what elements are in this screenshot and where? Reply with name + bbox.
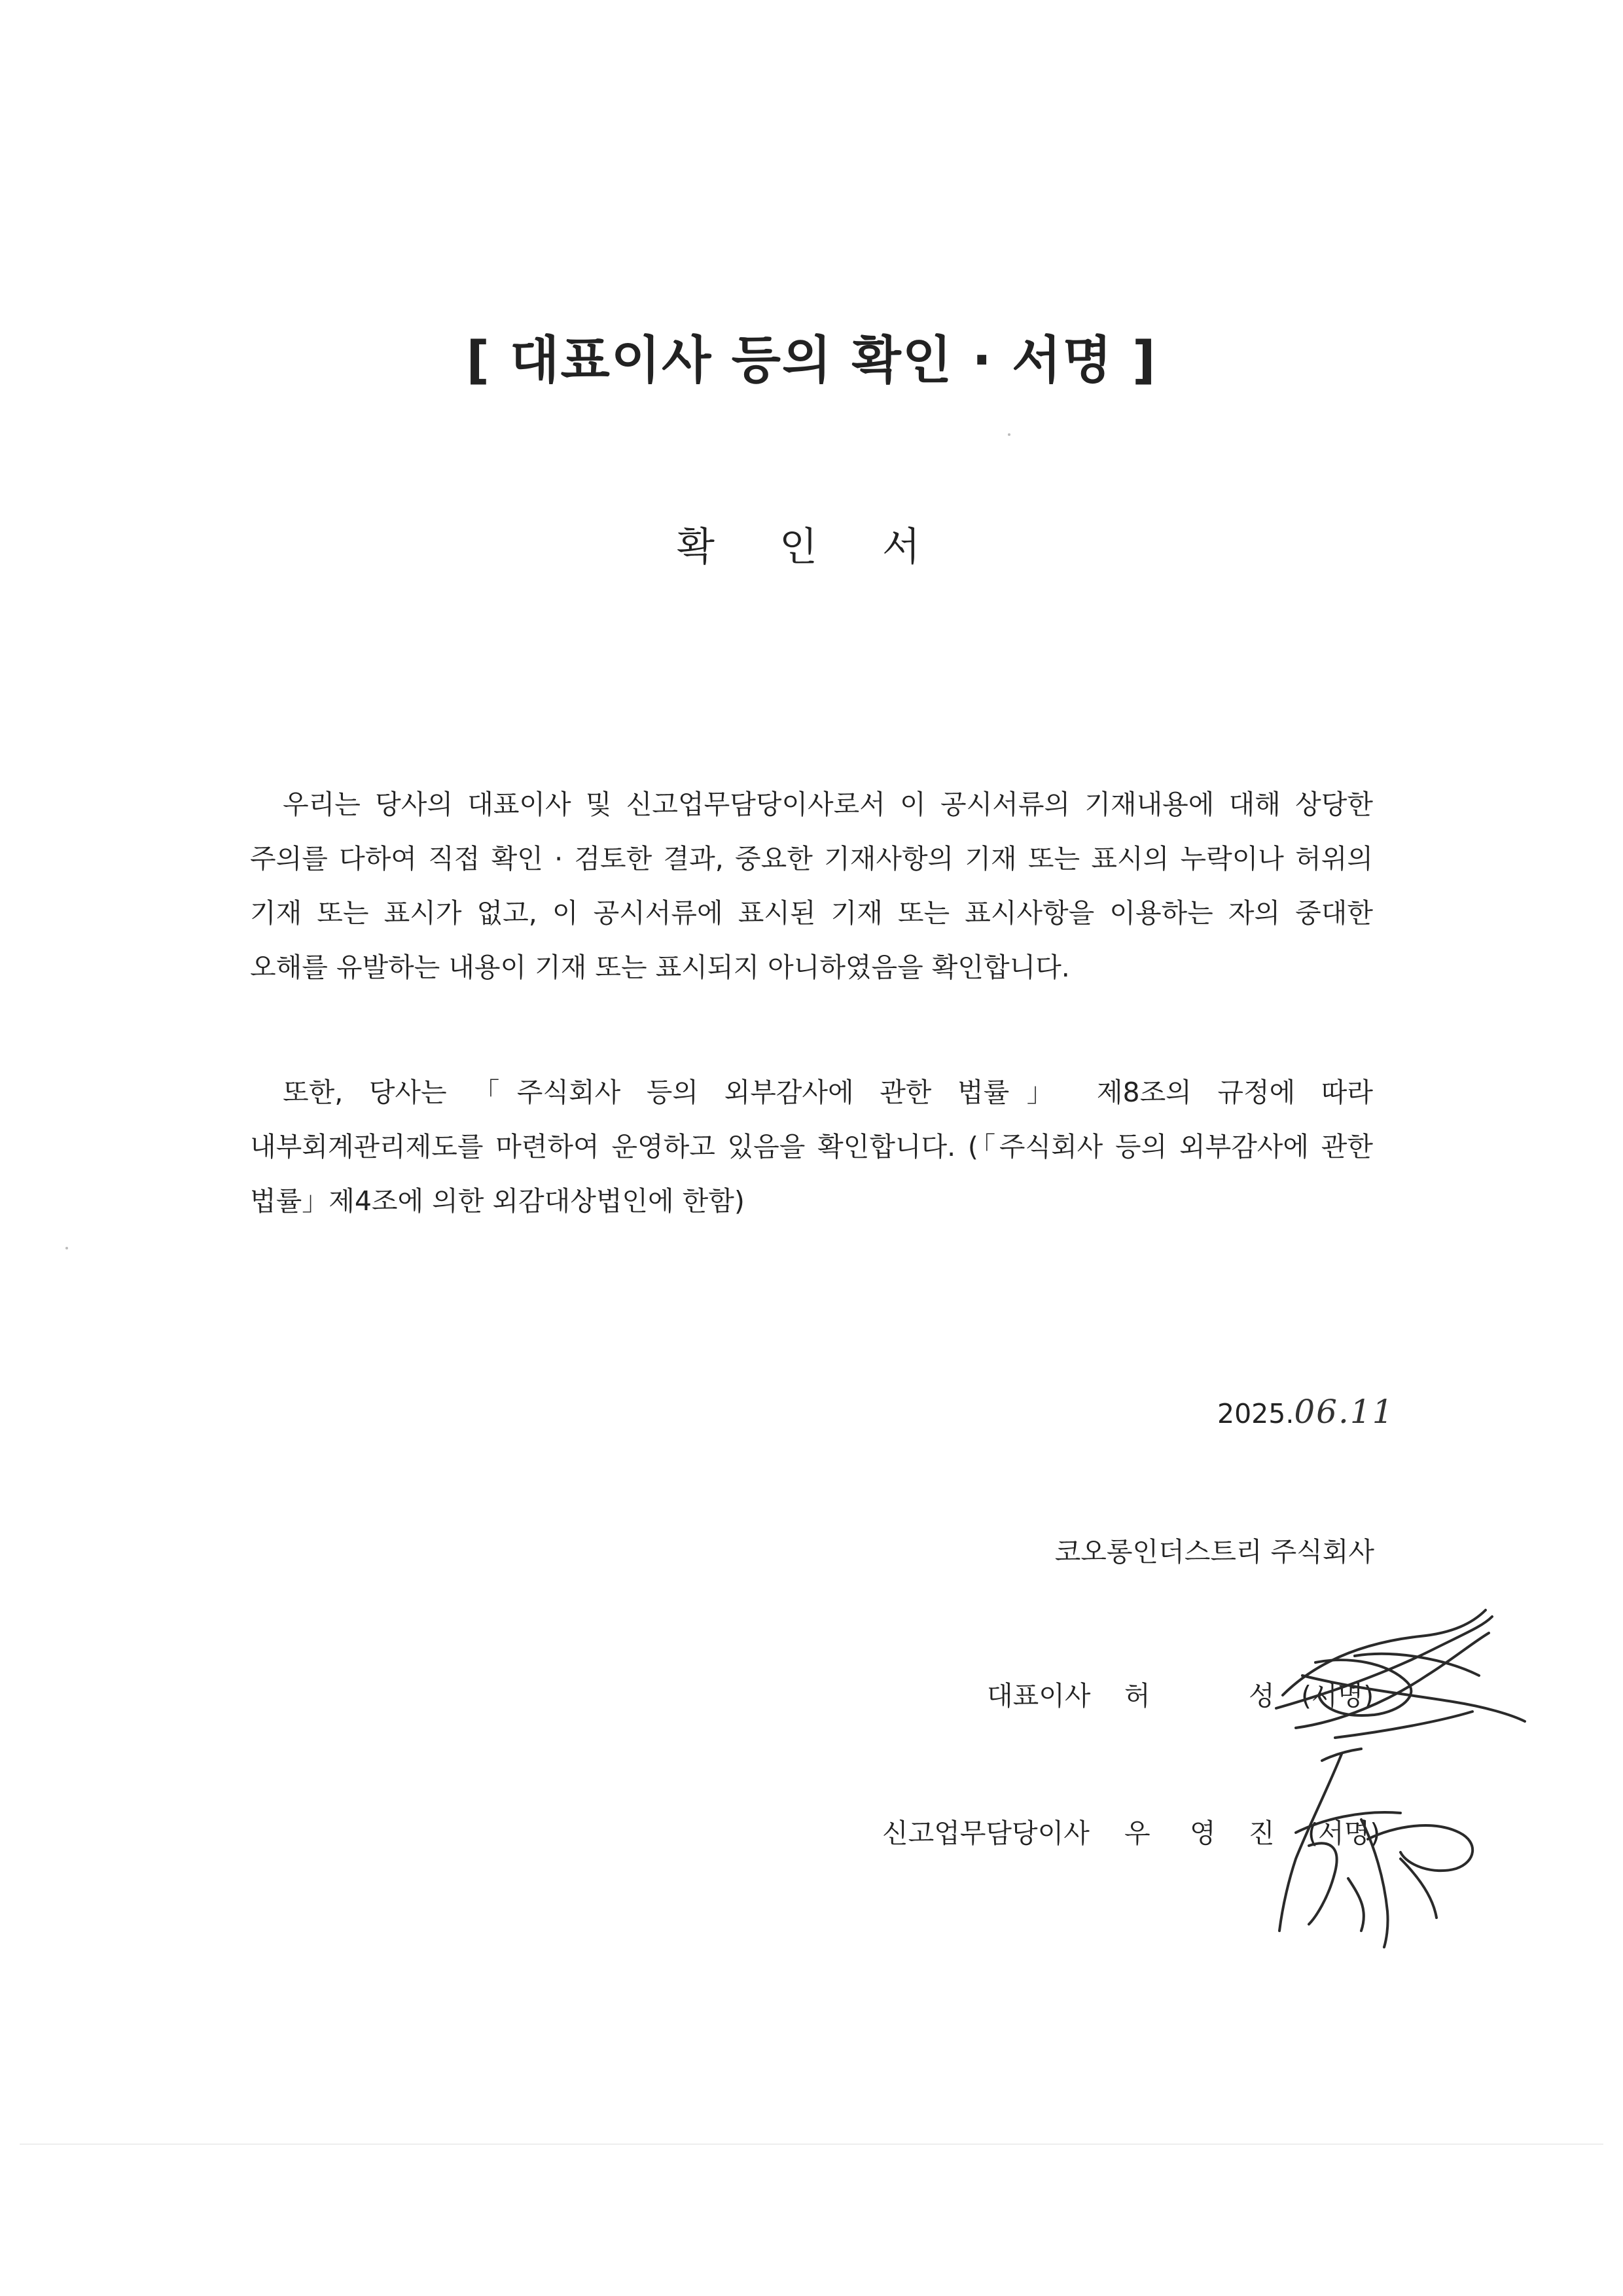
document-title: [ 대표이사 등의 확인 · 서명 ]	[466, 331, 1157, 390]
ceo-signature-icon	[1257, 1597, 1531, 1761]
paragraph-internal-control	[250, 1066, 1373, 1229]
signer-name-char: 진	[1249, 1818, 1275, 1849]
paragraph-confirmation-text: 우리는 당사의 대표이사 및 신고업무담당이사로서 이 공시서류의 기재내용에 대해 상당한 주의를 다하여 직접 확인 · 검토한 결과, 중요한 기재사항의 기재 또는 표시의 누락이나 허위의 기재 또는 표시가 없고, 이 공시서류에 표시된 기재 또는 표시사항을 이용하는 자의 중대한 오해를 유발하는 내용이 기재 또는 표시되지 아니하였음을 확인합니다.	[250, 789, 1373, 983]
signer-name-char: 성	[1249, 1680, 1275, 1712]
disclosure-officer-signature-icon	[1270, 1748, 1486, 1950]
document-date	[1217, 1393, 1395, 1431]
date-handwritten: 06.11	[1294, 1393, 1395, 1431]
date-printed: 2025.	[1217, 1398, 1294, 1429]
signer-role: 신고업무담당이사	[882, 1818, 1090, 1849]
signer-name-char: 영	[1190, 1818, 1216, 1849]
company-name: 코오롱인더스트리 주식회사	[1054, 1536, 1374, 1568]
scan-speck	[65, 1247, 68, 1249]
document-subtitle: 확 인 서	[676, 524, 947, 570]
signer-name-char: 허	[1124, 1680, 1150, 1712]
paragraph-internal-control-text: 또한, 당사는 「주식회사 등의 외부감사에 관한 법률」 제8조의 규정에 따라 내부회계관리제도를 마련하여 운영하고 있음을 확인합니다. (「주식회사 등의 외부감사에 관한 법률」제4조에 의한 외감대상법인에 한함)	[250, 1077, 1373, 1217]
signer-name-char: 우	[1124, 1818, 1150, 1849]
scan-speck	[1008, 433, 1010, 436]
sign-label: (서명)	[1308, 1818, 1381, 1849]
signer-role: 대표이사	[987, 1680, 1091, 1712]
scan-edge-line	[20, 2144, 1603, 2145]
paragraph-confirmation	[250, 778, 1373, 995]
sign-label: (서명)	[1301, 1680, 1374, 1712]
